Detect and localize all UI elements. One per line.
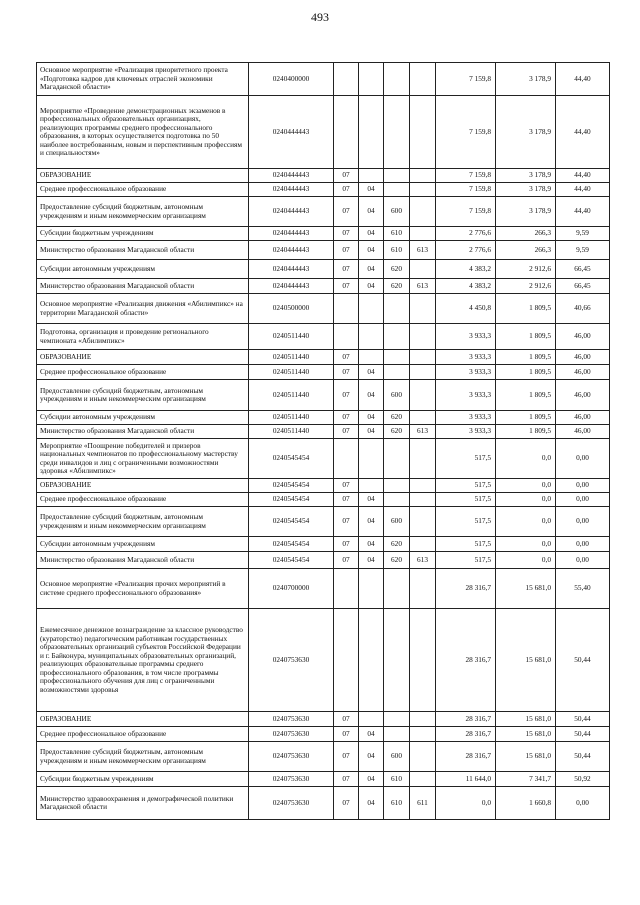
target-code: 0240400000 [249, 63, 334, 96]
expense-type-code [384, 350, 410, 365]
row-name: ОБРАЗОВАНИЕ [37, 169, 249, 183]
expense-type-code [384, 609, 410, 712]
execution-percent: 66,45 [556, 279, 610, 294]
table-row [37, 279, 610, 294]
executed-amount: 1 809,5 [496, 350, 556, 365]
planned-amount: 28 316,7 [436, 609, 496, 712]
execution-percent: 46,00 [556, 324, 610, 350]
subsection-code: 04 [359, 279, 384, 294]
table-row [37, 324, 610, 350]
target-code: 0240444443 [249, 96, 334, 169]
section-code: 07 [334, 712, 359, 727]
planned-amount: 7 159,8 [436, 197, 496, 227]
table-row [37, 169, 610, 183]
table-row [37, 411, 610, 425]
subsection-code: 04 [359, 493, 384, 507]
execution-percent: 9,59 [556, 227, 610, 241]
ministry-code [410, 380, 436, 411]
expense-type-code [384, 169, 410, 183]
expense-type-code [384, 712, 410, 727]
target-code: 0240444443 [249, 260, 334, 279]
row-name: Субсидии автономным учреждениям [37, 260, 249, 279]
planned-amount: 517,5 [436, 552, 496, 569]
row-name: ОБРАЗОВАНИЕ [37, 479, 249, 493]
row-name: Среднее профессиональное образование [37, 727, 249, 742]
executed-amount: 1 809,5 [496, 425, 556, 439]
expense-type-code: 600 [384, 380, 410, 411]
planned-amount: 7 159,8 [436, 169, 496, 183]
ministry-code [410, 365, 436, 380]
executed-amount: 2 912,6 [496, 260, 556, 279]
planned-amount: 4 450,8 [436, 294, 496, 324]
execution-percent: 0,00 [556, 552, 610, 569]
planned-amount: 3 933,3 [436, 324, 496, 350]
row-name: ОБРАЗОВАНИЕ [37, 350, 249, 365]
execution-percent: 46,00 [556, 425, 610, 439]
table-row [37, 727, 610, 742]
planned-amount: 517,5 [436, 537, 496, 552]
target-code: 0240511440 [249, 324, 334, 350]
ministry-code [410, 537, 436, 552]
ministry-code: 613 [410, 552, 436, 569]
ministry-code [410, 772, 436, 787]
row-name: Подготовка, организация и проведение регионального чемпионата «Абилимпикс» [37, 324, 249, 350]
row-name: Министерство образования Магаданской области [37, 425, 249, 439]
executed-amount: 3 178,9 [496, 96, 556, 169]
row-name: Среднее профессиональное образование [37, 493, 249, 507]
planned-amount: 7 159,8 [436, 63, 496, 96]
section-code: 07 [334, 169, 359, 183]
executed-amount: 266,3 [496, 227, 556, 241]
expense-type-code: 620 [384, 279, 410, 294]
ministry-code: 613 [410, 425, 436, 439]
subsection-code: 04 [359, 380, 384, 411]
ministry-code: 613 [410, 241, 436, 260]
row-name: Министерство образования Магаданской области [37, 279, 249, 294]
subsection-code: 04 [359, 787, 384, 820]
executed-amount: 2 912,6 [496, 279, 556, 294]
row-name: ОБРАЗОВАНИЕ [37, 712, 249, 727]
row-name: Министерство здравоохранения и демографической политики Магаданской области [37, 787, 249, 820]
target-code: 0240545454 [249, 537, 334, 552]
executed-amount: 3 178,9 [496, 63, 556, 96]
planned-amount: 11 644,0 [436, 772, 496, 787]
executed-amount: 3 178,9 [496, 183, 556, 197]
expense-type-code [384, 439, 410, 479]
execution-percent: 50,92 [556, 772, 610, 787]
ministry-code [410, 63, 436, 96]
executed-amount: 0,0 [496, 507, 556, 537]
expense-type-code: 610 [384, 227, 410, 241]
executed-amount: 7 341,7 [496, 772, 556, 787]
target-code: 0240545454 [249, 439, 334, 479]
ministry-code [410, 197, 436, 227]
execution-percent: 0,00 [556, 439, 610, 479]
planned-amount: 0,0 [436, 787, 496, 820]
ministry-code [410, 350, 436, 365]
expense-type-code: 620 [384, 260, 410, 279]
row-name: Среднее профессиональное образование [37, 183, 249, 197]
expense-type-code: 620 [384, 425, 410, 439]
target-code: 0240444443 [249, 197, 334, 227]
subsection-code [359, 96, 384, 169]
ministry-code [410, 712, 436, 727]
target-code: 0240545454 [249, 552, 334, 569]
execution-percent: 40,66 [556, 294, 610, 324]
subsection-code [359, 169, 384, 183]
expense-type-code [384, 493, 410, 507]
target-code: 0240545454 [249, 507, 334, 537]
target-code: 0240511440 [249, 365, 334, 380]
executed-amount: 0,0 [496, 537, 556, 552]
execution-percent: 50,44 [556, 712, 610, 727]
table-row [37, 787, 610, 820]
section-code: 07 [334, 227, 359, 241]
table-row [37, 537, 610, 552]
execution-percent: 46,00 [556, 350, 610, 365]
table-row [37, 183, 610, 197]
target-code: 0240444443 [249, 227, 334, 241]
subsection-code [359, 439, 384, 479]
section-code: 07 [334, 727, 359, 742]
row-name: Предоставление субсидий бюджетным, автономным учреждениям и иным некоммерческим организациям [37, 742, 249, 772]
row-name: Среднее профессиональное образование [37, 365, 249, 380]
section-code: 07 [334, 537, 359, 552]
table-row [37, 569, 610, 609]
planned-amount: 28 316,7 [436, 742, 496, 772]
section-code: 07 [334, 787, 359, 820]
row-name: Мероприятие «Поощрение победителей и призеров национальных чемпионатов по профессиональному мастерству среди инвалидов и лиц с ограниченными возможностями здоровья «Абилимпикс» [37, 439, 249, 479]
executed-amount: 266,3 [496, 241, 556, 260]
expense-type-code: 600 [384, 197, 410, 227]
section-code: 07 [334, 507, 359, 537]
row-name: Основное мероприятие «Реализация движения «Абилимпикс» на территории Магаданской области» [37, 294, 249, 324]
subsection-code: 04 [359, 425, 384, 439]
row-name: Субсидии автономным учреждениям [37, 537, 249, 552]
subsection-code [359, 350, 384, 365]
executed-amount: 1 660,8 [496, 787, 556, 820]
row-name: Основное мероприятие «Реализация прочих мероприятий в системе среднего профессионального образования» [37, 569, 249, 609]
executed-amount: 1 809,5 [496, 294, 556, 324]
ministry-code [410, 96, 436, 169]
table-row [37, 425, 610, 439]
execution-percent: 44,40 [556, 96, 610, 169]
execution-percent: 44,40 [556, 63, 610, 96]
section-code: 07 [334, 479, 359, 493]
ministry-code [410, 324, 436, 350]
target-code: 0240753630 [249, 787, 334, 820]
target-code: 0240444443 [249, 241, 334, 260]
ministry-code [410, 183, 436, 197]
executed-amount: 3 178,9 [496, 169, 556, 183]
target-code: 0240500000 [249, 294, 334, 324]
subsection-code [359, 294, 384, 324]
ministry-code [410, 169, 436, 183]
ministry-code [410, 727, 436, 742]
target-code: 0240545454 [249, 479, 334, 493]
section-code [334, 294, 359, 324]
execution-percent: 44,40 [556, 183, 610, 197]
subsection-code: 04 [359, 507, 384, 537]
section-code [334, 439, 359, 479]
expense-type-code: 610 [384, 241, 410, 260]
section-code: 07 [334, 350, 359, 365]
expense-type-code: 610 [384, 772, 410, 787]
executed-amount: 0,0 [496, 493, 556, 507]
target-code: 0240753630 [249, 772, 334, 787]
row-name: Министерство образования Магаданской области [37, 241, 249, 260]
executed-amount: 0,0 [496, 552, 556, 569]
ministry-code: 613 [410, 279, 436, 294]
expense-type-code: 620 [384, 411, 410, 425]
target-code: 0240753630 [249, 727, 334, 742]
planned-amount: 28 316,7 [436, 727, 496, 742]
target-code: 0240444443 [249, 183, 334, 197]
planned-amount: 4 383,2 [436, 260, 496, 279]
expense-type-code [384, 294, 410, 324]
section-code: 07 [334, 260, 359, 279]
table-row [37, 479, 610, 493]
row-name: Субсидии бюджетным учреждениям [37, 772, 249, 787]
ministry-code [410, 493, 436, 507]
table-row [37, 63, 610, 96]
ministry-code: 611 [410, 787, 436, 820]
executed-amount: 15 681,0 [496, 727, 556, 742]
subsection-code [359, 569, 384, 609]
section-code: 07 [334, 493, 359, 507]
subsection-code [359, 63, 384, 96]
executed-amount: 1 809,5 [496, 411, 556, 425]
expense-type-code [384, 183, 410, 197]
execution-percent: 50,44 [556, 609, 610, 712]
ministry-code [410, 294, 436, 324]
execution-percent: 55,40 [556, 569, 610, 609]
target-code: 0240753630 [249, 609, 334, 712]
expense-type-code: 620 [384, 537, 410, 552]
execution-percent: 50,44 [556, 742, 610, 772]
section-code: 07 [334, 772, 359, 787]
planned-amount: 3 933,3 [436, 350, 496, 365]
execution-percent: 0,00 [556, 537, 610, 552]
budget-table [36, 62, 610, 820]
row-name: Предоставление субсидий бюджетным, автономным учреждениям и иным некоммерческим организациям [37, 380, 249, 411]
subsection-code: 04 [359, 183, 384, 197]
execution-percent: 46,00 [556, 365, 610, 380]
expense-type-code [384, 324, 410, 350]
table-row [37, 365, 610, 380]
planned-amount: 517,5 [436, 439, 496, 479]
section-code [334, 63, 359, 96]
section-code [334, 569, 359, 609]
target-code: 0240511440 [249, 425, 334, 439]
ministry-code [410, 439, 436, 479]
ministry-code [410, 609, 436, 712]
target-code: 0240753630 [249, 712, 334, 727]
section-code: 07 [334, 425, 359, 439]
section-code: 07 [334, 552, 359, 569]
table-row [37, 350, 610, 365]
executed-amount: 3 178,9 [496, 197, 556, 227]
target-code: 0240700000 [249, 569, 334, 609]
subsection-code: 04 [359, 365, 384, 380]
target-code: 0240545454 [249, 493, 334, 507]
row-name: Субсидии автономным учреждениям [37, 411, 249, 425]
row-name: Предоставление субсидий бюджетным, автономным учреждениям и иным некоммерческим организациям [37, 197, 249, 227]
table-row [37, 96, 610, 169]
table-row [37, 493, 610, 507]
ministry-code [410, 411, 436, 425]
table-row [37, 439, 610, 479]
subsection-code: 04 [359, 227, 384, 241]
ministry-code [410, 742, 436, 772]
subsection-code [359, 324, 384, 350]
table-row [37, 772, 610, 787]
execution-percent: 0,00 [556, 787, 610, 820]
execution-percent: 0,00 [556, 507, 610, 537]
target-code: 0240444443 [249, 169, 334, 183]
row-name: Ежемесячное денежное вознаграждение за классное руководство (кураторство) педагогическим работникам государственных образовательных организаций субъектов Российской Федерации и г. Байконура, муниципальных образовательных организаций, реализующих образовательные программы среднего профессионального образования, в том числе программы профессионального обучения для лиц с ограниченными возможностями здоровья [37, 609, 249, 712]
section-code: 07 [334, 742, 359, 772]
planned-amount: 28 316,7 [436, 569, 496, 609]
table-row [37, 241, 610, 260]
executed-amount: 1 809,5 [496, 365, 556, 380]
ministry-code [410, 479, 436, 493]
execution-percent: 44,40 [556, 169, 610, 183]
planned-amount: 4 383,2 [436, 279, 496, 294]
section-code [334, 96, 359, 169]
expense-type-code [384, 727, 410, 742]
row-name: Субсидии бюджетным учреждениям [37, 227, 249, 241]
row-name: Предоставление субсидий бюджетным, автономным учреждениям и иным некоммерческим организациям [37, 507, 249, 537]
target-code: 0240511440 [249, 380, 334, 411]
ministry-code [410, 260, 436, 279]
table-row [37, 294, 610, 324]
table-row [37, 742, 610, 772]
planned-amount: 517,5 [436, 493, 496, 507]
expense-type-code: 600 [384, 507, 410, 537]
planned-amount: 28 316,7 [436, 712, 496, 727]
planned-amount: 3 933,3 [436, 365, 496, 380]
execution-percent: 0,00 [556, 493, 610, 507]
subsection-code: 04 [359, 260, 384, 279]
executed-amount: 0,0 [496, 479, 556, 493]
page-number: 493 [311, 10, 329, 24]
table-row [37, 552, 610, 569]
subsection-code: 04 [359, 552, 384, 569]
section-code: 07 [334, 197, 359, 227]
section-code: 07 [334, 380, 359, 411]
table-row [37, 197, 610, 227]
row-name: Основное мероприятие «Реализация приоритетного проекта «Подготовка кадров для ключевых отраслей экономики Магаданской области» [37, 63, 249, 96]
expense-type-code: 610 [384, 787, 410, 820]
target-code: 0240511440 [249, 350, 334, 365]
subsection-code [359, 712, 384, 727]
executed-amount: 0,0 [496, 439, 556, 479]
expense-type-code: 600 [384, 742, 410, 772]
planned-amount: 2 776,6 [436, 241, 496, 260]
table-row [37, 260, 610, 279]
planned-amount: 3 933,3 [436, 380, 496, 411]
expense-type-code [384, 569, 410, 609]
row-name: Мероприятие «Проведение демонстрационных экзаменов в профессиональных образовательных организациях, реализующих программы среднего профессионального образования, в которых осуществляется подготовка по 50 наиболее востребованным, новым и перспективным профессиям и специальностям» [37, 96, 249, 169]
executed-amount: 15 681,0 [496, 569, 556, 609]
target-code: 0240753630 [249, 742, 334, 772]
subsection-code: 04 [359, 537, 384, 552]
planned-amount: 7 159,8 [436, 96, 496, 169]
row-name: Министерство образования Магаданской области [37, 552, 249, 569]
section-code: 07 [334, 241, 359, 260]
planned-amount: 517,5 [436, 479, 496, 493]
section-code: 07 [334, 411, 359, 425]
ministry-code [410, 507, 436, 537]
expense-type-code [384, 96, 410, 169]
target-code: 0240511440 [249, 411, 334, 425]
ministry-code [410, 569, 436, 609]
executed-amount: 1 809,5 [496, 324, 556, 350]
ministry-code [410, 227, 436, 241]
subsection-code: 04 [359, 241, 384, 260]
section-code [334, 324, 359, 350]
table-row [37, 380, 610, 411]
subsection-code: 04 [359, 411, 384, 425]
execution-percent: 66,45 [556, 260, 610, 279]
execution-percent: 44,40 [556, 197, 610, 227]
subsection-code: 04 [359, 742, 384, 772]
subsection-code: 04 [359, 772, 384, 787]
execution-percent: 50,44 [556, 727, 610, 742]
planned-amount: 2 776,6 [436, 227, 496, 241]
planned-amount: 3 933,3 [436, 411, 496, 425]
executed-amount: 1 809,5 [496, 380, 556, 411]
section-code [334, 609, 359, 712]
table-row [37, 507, 610, 537]
planned-amount: 7 159,8 [436, 183, 496, 197]
target-code: 0240444443 [249, 279, 334, 294]
executed-amount: 15 681,0 [496, 742, 556, 772]
expense-type-code: 620 [384, 552, 410, 569]
table-body [37, 63, 610, 820]
section-code: 07 [334, 279, 359, 294]
execution-percent: 46,00 [556, 411, 610, 425]
subsection-code [359, 609, 384, 712]
expense-type-code [384, 365, 410, 380]
executed-amount: 15 681,0 [496, 609, 556, 712]
execution-percent: 0,00 [556, 479, 610, 493]
table-row [37, 609, 610, 712]
table-row [37, 712, 610, 727]
table-row [37, 227, 610, 241]
subsection-code [359, 479, 384, 493]
section-code: 07 [334, 365, 359, 380]
planned-amount: 3 933,3 [436, 425, 496, 439]
subsection-code: 04 [359, 197, 384, 227]
expense-type-code [384, 479, 410, 493]
execution-percent: 46,00 [556, 380, 610, 411]
subsection-code: 04 [359, 727, 384, 742]
expense-type-code [384, 63, 410, 96]
execution-percent: 9,59 [556, 241, 610, 260]
executed-amount: 15 681,0 [496, 712, 556, 727]
section-code: 07 [334, 183, 359, 197]
planned-amount: 517,5 [436, 507, 496, 537]
